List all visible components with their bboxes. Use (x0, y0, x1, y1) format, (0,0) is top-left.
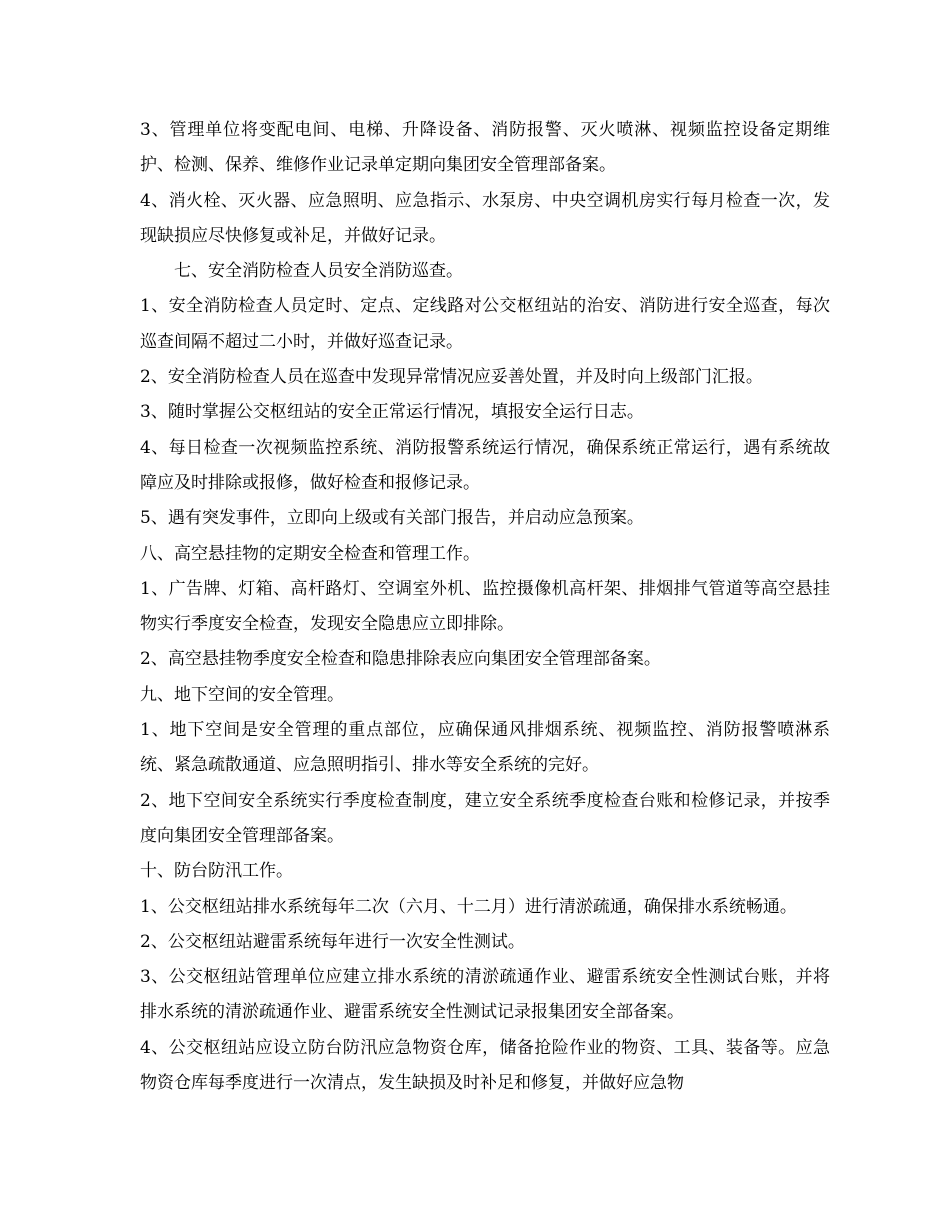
paragraph: 4、公交枢纽站应设立防台防汛应急物资仓库，储备抢险作业的物资、工具、装备等。应急物资仓库每季度进行一次清点，发生缺损及时补足和修复，并做好应急物 (140, 1037, 830, 1094)
paragraph: 5、遇有突发事件，立即向上级或有关部门报告，并启动应急预案。 (140, 508, 644, 529)
paragraph: 2、安全消防检查人员在巡查中发现异常情况应妥善处置，并及时向上级部门汇报。 (140, 367, 763, 388)
paragraph: 3、随时掌握公交枢纽站的安全正常运行情况，填报安全运行日志。 (140, 402, 644, 423)
section-heading: 八、高空悬挂物的定期安全检查和管理工作。 (140, 543, 480, 564)
paragraph: 2、地下空间安全系统实行季度检查制度，建立安全系统季度检查台账和检修记录，并按季度向集团安全管理部备案。 (140, 790, 830, 846)
paragraph: 4、每日检查一次视频监控系统、消防报警系统运行情况，确保系统正常运行，遇有系统故障应及时排除或报修，做好检查和报修记录。 (140, 437, 830, 493)
paragraph: 4、消火栓、灭火器、应急照明、应急指示、水泵房、中央空调机房实行每月检查一次，发现缺损应尽快修复或补足，并做好记录。 (140, 190, 830, 246)
paragraph: 3、管理单位将变配电间、电梯、升降设备、消防报警、灭火喷淋、视频监控设备定期维护、检测、保养、维修作业记录单定期向集团安全管理部备案。 (140, 120, 830, 176)
paragraph: 1、安全消防检查人员定时、定点、定线路对公交枢纽站的治安、消防进行安全巡查，每次巡查间隔不超过二小时，并做好巡查记录。 (140, 296, 830, 352)
paragraph: 3、公交枢纽站管理单位应建立排水系统的清淤疏通作业、避雷系统安全性测试台账，并将排水系统的清淤疏通作业、避雷系统安全性测试记录报集团安全部备案。 (140, 967, 830, 1023)
paragraph: 2、公交枢纽站避雷系统每年进行一次安全性测试。 (140, 931, 525, 952)
paragraph: 1、地下空间是安全管理的重点部位，应确保通风排烟系统、视频监控、消防报警喷淋系统、紧急疏散通道、应急照明指引、排水等安全系统的完好。 (140, 720, 830, 776)
document-body (140, 113, 830, 1101)
section-heading: 十、防台防汛工作。 (140, 861, 293, 882)
section-heading: 七、安全消防检查人员安全消防巡查。 (174, 261, 463, 282)
section-heading: 九、地下空间的安全管理。 (140, 684, 344, 705)
paragraph: 2、高空悬挂物季度安全检查和隐患排除表应向集团安全管理部备案。 (140, 649, 661, 670)
paragraph: 1、公交枢纽站排水系统每年二次（六月、十二月）进行清淤疏通，确保排水系统畅通。 (140, 896, 797, 917)
paragraph: 1、广告牌、灯箱、高杆路灯、空调室外机、监控摄像机高杆架、排烟排气管道等高空悬挂物实行季度安全检查，发现安全隐患应立即排除。 (140, 578, 830, 635)
